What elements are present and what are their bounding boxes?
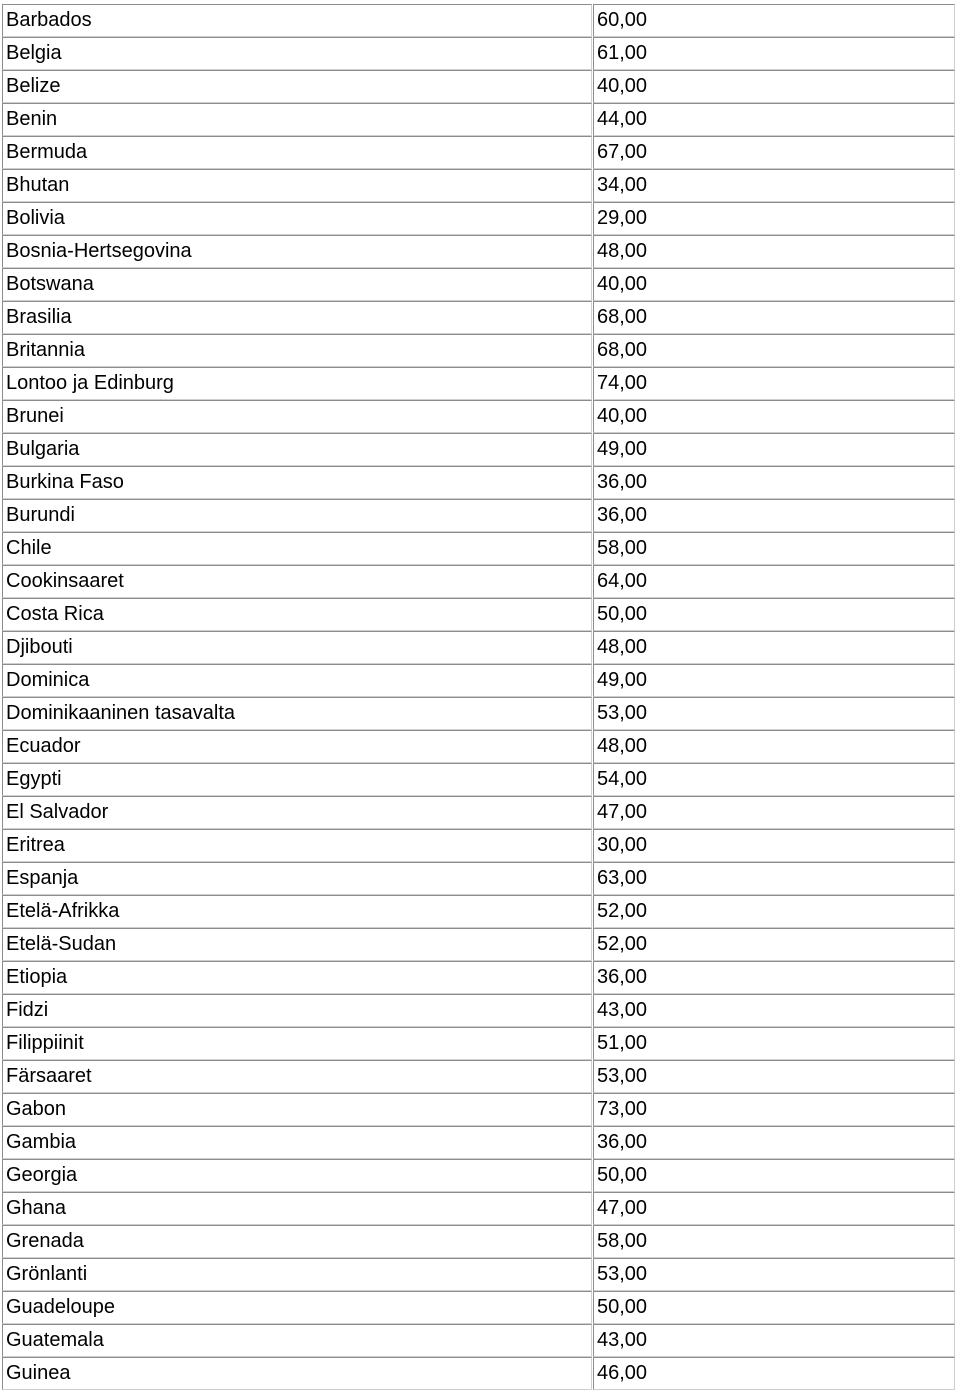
country-name-cell: Benin <box>2 103 592 136</box>
country-name-cell: Grönlanti <box>2 1258 592 1291</box>
country-name-cell: El Salvador <box>2 796 592 829</box>
country-name-cell: Botswana <box>2 268 592 301</box>
value-cell: 46,00 <box>593 1357 955 1390</box>
country-name-cell: Dominikaaninen tasavalta <box>2 697 592 730</box>
table-row <box>2 1126 957 1159</box>
country-name-cell: Brasilia <box>2 301 592 334</box>
country-name-cell: Guadeloupe <box>2 1291 592 1324</box>
table-row <box>2 301 957 334</box>
country-name-cell: Britannia <box>2 334 592 367</box>
value-cell: 53,00 <box>593 697 955 730</box>
value-cell: 68,00 <box>593 334 955 367</box>
table-row <box>2 499 957 532</box>
table-row <box>2 598 957 631</box>
table-row <box>2 235 957 268</box>
table-row <box>2 103 957 136</box>
table-row <box>2 763 957 796</box>
value-cell: 63,00 <box>593 862 955 895</box>
value-cell: 50,00 <box>593 1291 955 1324</box>
value-cell: 60,00 <box>593 4 955 37</box>
country-name-cell: Burundi <box>2 499 592 532</box>
country-name-cell: Burkina Faso <box>2 466 592 499</box>
country-name-cell: Barbados <box>2 4 592 37</box>
value-cell: 73,00 <box>593 1093 955 1126</box>
table-row <box>2 268 957 301</box>
country-name-cell: Guatemala <box>2 1324 592 1357</box>
value-cell: 40,00 <box>593 400 955 433</box>
value-cell: 67,00 <box>593 136 955 169</box>
table-row <box>2 466 957 499</box>
table-row <box>2 631 957 664</box>
value-cell: 47,00 <box>593 796 955 829</box>
value-cell: 48,00 <box>593 631 955 664</box>
value-cell: 40,00 <box>593 70 955 103</box>
country-name-cell: Etelä-Sudan <box>2 928 592 961</box>
value-cell: 74,00 <box>593 367 955 400</box>
table-row <box>2 367 957 400</box>
table-row <box>2 829 957 862</box>
country-name-cell: Costa Rica <box>2 598 592 631</box>
value-cell: 53,00 <box>593 1060 955 1093</box>
table-row <box>2 895 957 928</box>
country-name-cell: Ecuador <box>2 730 592 763</box>
country-name-cell: Bhutan <box>2 169 592 202</box>
country-name-cell: Gabon <box>2 1093 592 1126</box>
table-row <box>2 565 957 598</box>
table-row <box>2 961 957 994</box>
table-row <box>2 1225 957 1258</box>
country-name-cell: Etelä-Afrikka <box>2 895 592 928</box>
table-row <box>2 37 957 70</box>
table-row <box>2 1291 957 1324</box>
country-name-cell: Brunei <box>2 400 592 433</box>
table-row <box>2 1258 957 1291</box>
country-name-cell: Guinea <box>2 1357 592 1390</box>
table-row <box>2 862 957 895</box>
country-name-cell: Djibouti <box>2 631 592 664</box>
value-cell: 52,00 <box>593 895 955 928</box>
table-row <box>2 1159 957 1192</box>
value-cell: 43,00 <box>593 1324 955 1357</box>
value-cell: 48,00 <box>593 730 955 763</box>
country-name-cell: Dominica <box>2 664 592 697</box>
value-cell: 44,00 <box>593 103 955 136</box>
table-row <box>2 994 957 1027</box>
country-name-cell: Grenada <box>2 1225 592 1258</box>
value-cell: 34,00 <box>593 169 955 202</box>
country-name-cell: Bulgaria <box>2 433 592 466</box>
table-row <box>2 433 957 466</box>
country-name-cell: Bolivia <box>2 202 592 235</box>
table-row <box>2 532 957 565</box>
country-name-cell: Cookinsaaret <box>2 565 592 598</box>
country-name-cell: Belize <box>2 70 592 103</box>
country-name-cell: Gambia <box>2 1126 592 1159</box>
country-name-cell: Chile <box>2 532 592 565</box>
table-row <box>2 1192 957 1225</box>
value-cell: 36,00 <box>593 961 955 994</box>
value-cell: 68,00 <box>593 301 955 334</box>
value-cell: 52,00 <box>593 928 955 961</box>
country-name-cell: Eritrea <box>2 829 592 862</box>
table-row <box>2 136 957 169</box>
table-row <box>2 400 957 433</box>
table-row <box>2 796 957 829</box>
value-cell: 61,00 <box>593 37 955 70</box>
value-cell: 54,00 <box>593 763 955 796</box>
table-row <box>2 4 957 37</box>
value-cell: 36,00 <box>593 466 955 499</box>
country-name-cell: Bermuda <box>2 136 592 169</box>
value-cell: 48,00 <box>593 235 955 268</box>
country-name-cell: Belgia <box>2 37 592 70</box>
country-name-cell: Georgia <box>2 1159 592 1192</box>
table-row <box>2 1357 957 1390</box>
value-cell: 30,00 <box>593 829 955 862</box>
table-row <box>2 730 957 763</box>
value-cell: 58,00 <box>593 532 955 565</box>
table-row <box>2 169 957 202</box>
country-name-cell: Egypti <box>2 763 592 796</box>
country-name-cell: Färsaaret <box>2 1060 592 1093</box>
table-row <box>2 1060 957 1093</box>
table-row <box>2 1324 957 1357</box>
table-row <box>2 202 957 235</box>
value-cell: 49,00 <box>593 664 955 697</box>
country-value-table <box>2 4 957 1390</box>
table-row <box>2 697 957 730</box>
table-row <box>2 334 957 367</box>
value-cell: 64,00 <box>593 565 955 598</box>
value-cell: 50,00 <box>593 598 955 631</box>
country-name-cell: Lontoo ja Edinburg <box>2 367 592 400</box>
country-name-cell: Etiopia <box>2 961 592 994</box>
country-name-cell: Filippiinit <box>2 1027 592 1060</box>
table-row <box>2 1027 957 1060</box>
country-name-cell: Bosnia-Hertsegovina <box>2 235 592 268</box>
value-cell: 40,00 <box>593 268 955 301</box>
country-name-cell: Fidzi <box>2 994 592 1027</box>
value-cell: 58,00 <box>593 1225 955 1258</box>
value-cell: 49,00 <box>593 433 955 466</box>
value-cell: 29,00 <box>593 202 955 235</box>
table-row <box>2 928 957 961</box>
table-row <box>2 70 957 103</box>
value-cell: 43,00 <box>593 994 955 1027</box>
value-cell: 51,00 <box>593 1027 955 1060</box>
table-row <box>2 664 957 697</box>
value-cell: 36,00 <box>593 499 955 532</box>
value-cell: 53,00 <box>593 1258 955 1291</box>
table-row <box>2 1093 957 1126</box>
value-cell: 36,00 <box>593 1126 955 1159</box>
value-cell: 47,00 <box>593 1192 955 1225</box>
value-cell: 50,00 <box>593 1159 955 1192</box>
country-name-cell: Ghana <box>2 1192 592 1225</box>
country-name-cell: Espanja <box>2 862 592 895</box>
